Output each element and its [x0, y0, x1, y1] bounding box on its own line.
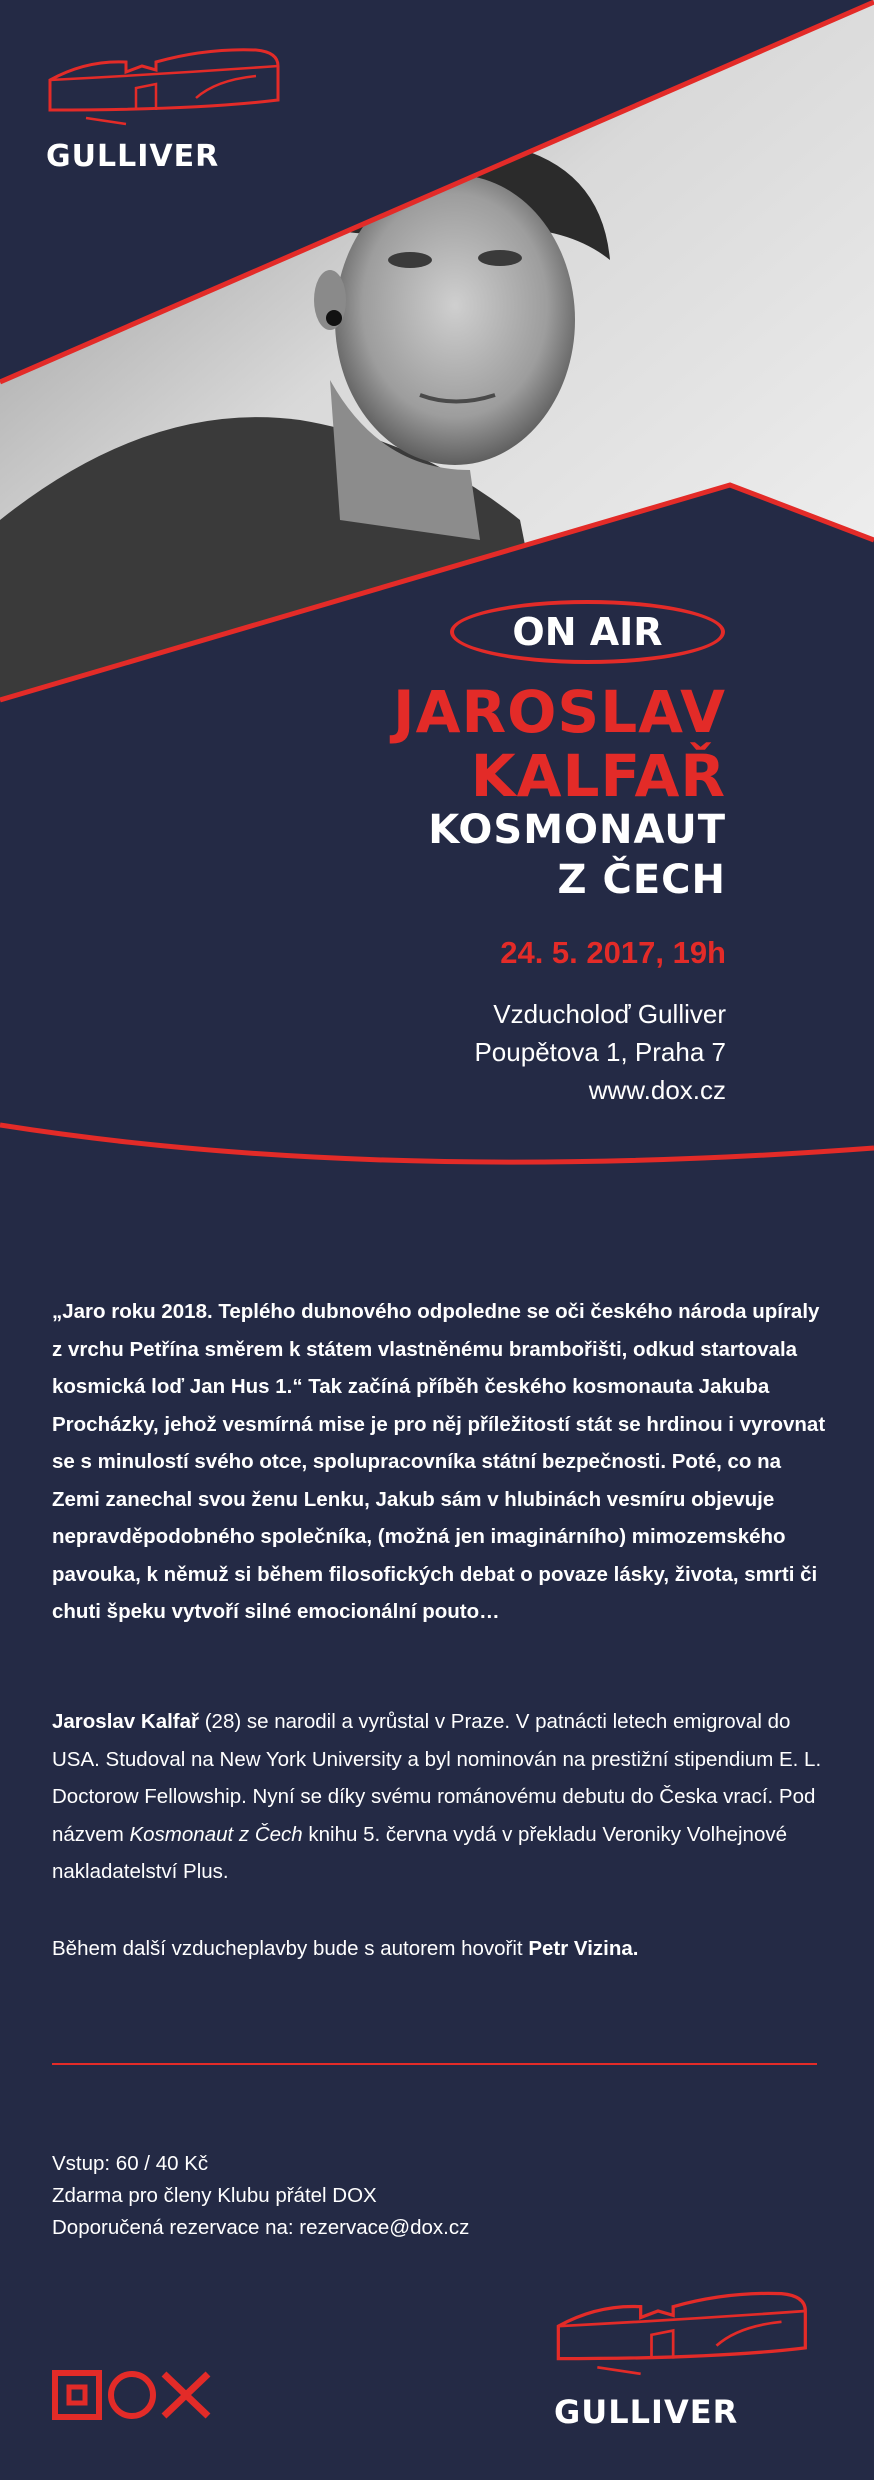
reservation-note[interactable]: Doporučená rezervace na: rezervace@dox.cz	[52, 2216, 470, 2239]
author-bio	[52, 1703, 827, 1891]
on-air-badge: ON AIR	[450, 600, 725, 664]
members-note: Zdarma pro členy Klubu přátel DOX	[52, 2184, 377, 2207]
gulliver-logo-bottom	[554, 2282, 814, 2432]
bio-author-name: Jaroslav Kalfař	[52, 1710, 200, 1733]
host-note	[52, 1930, 827, 1968]
book-quote: „Jaro roku 2018. Teplého dubnového odpoledne se oči českého národa upíraly z vrchu Petřína směrem k státem vlastněnému brambořišti, odkud startovala kosmická loď Jan Hus 1.“ Tak začíná příběh českého kosmonauta Jakuba Procházky, jehož vesmírná mise je pro něj příležitostí stát se hrdinou i vyrovnat se s minulostí svého otce, spolupracovníka státní bezpečnosti. Poté, co na Zemi zanechal svou ženu Lenku, Jakub sám v hlubinách vesmíru objevuje nepravděpodobného společníka, (možná jen imaginárního) mimozemského pavouka, k němuž si během filosofických debat o povaze lásky, života, smrti či chuti špeku vytvoří silné emocionální pouto…	[52, 1300, 826, 1623]
host-name: Petr Vizina.	[528, 1937, 639, 1960]
author-last-name: KALFAŘ	[470, 742, 726, 810]
bio-text-1: (28) se narodil a vyrůstal v Praze. V patnácti letech emigroval do USA. Studoval na New York University a byl nominován na prestižní stipendium E. L. Doctorow Fellowship. Nyní se díky svému románovému debutu do Česka vrací. Pod názvem	[52, 1710, 822, 1846]
hero-graphic	[0, 0, 874, 1200]
event-datetime: 24. 5. 2017, 19h	[500, 935, 726, 970]
book-title-line1: KOSMONAUT	[428, 807, 726, 853]
host-text: Během další vzducheplavby bude s autorem hovořit	[52, 1937, 529, 1960]
gulliver-logo-text: GULLIVER	[46, 139, 220, 174]
bio-text-2: knihu 5. června vydá v překladu Veroniky Volhejnové nakladatelství Plus.	[52, 1822, 788, 1883]
dox-logo	[52, 2370, 212, 2420]
website-link[interactable]: www.dox.cz	[588, 1075, 726, 1105]
venue-name: Vzducholoď Gulliver	[493, 999, 726, 1029]
event-venue	[474, 995, 726, 1109]
airship-icon	[554, 2282, 814, 2392]
venue-address: Poupětova 1, Praha 7	[474, 1037, 726, 1067]
dox-logo-graphic	[52, 2370, 212, 2420]
section-divider	[52, 2063, 817, 2065]
admission-price: Vstup: 60 / 40 Kč	[52, 2152, 209, 2175]
gulliver-logo-text: GULLIVER	[554, 2393, 739, 2431]
bio-book-title: Kosmonaut z Čech	[129, 1822, 303, 1846]
author-first-name: JAROSLAV	[392, 678, 726, 746]
author-portrait	[0, 0, 874, 720]
admission-info	[52, 2148, 552, 2244]
book-title-line2: Z ČECH	[557, 857, 726, 903]
